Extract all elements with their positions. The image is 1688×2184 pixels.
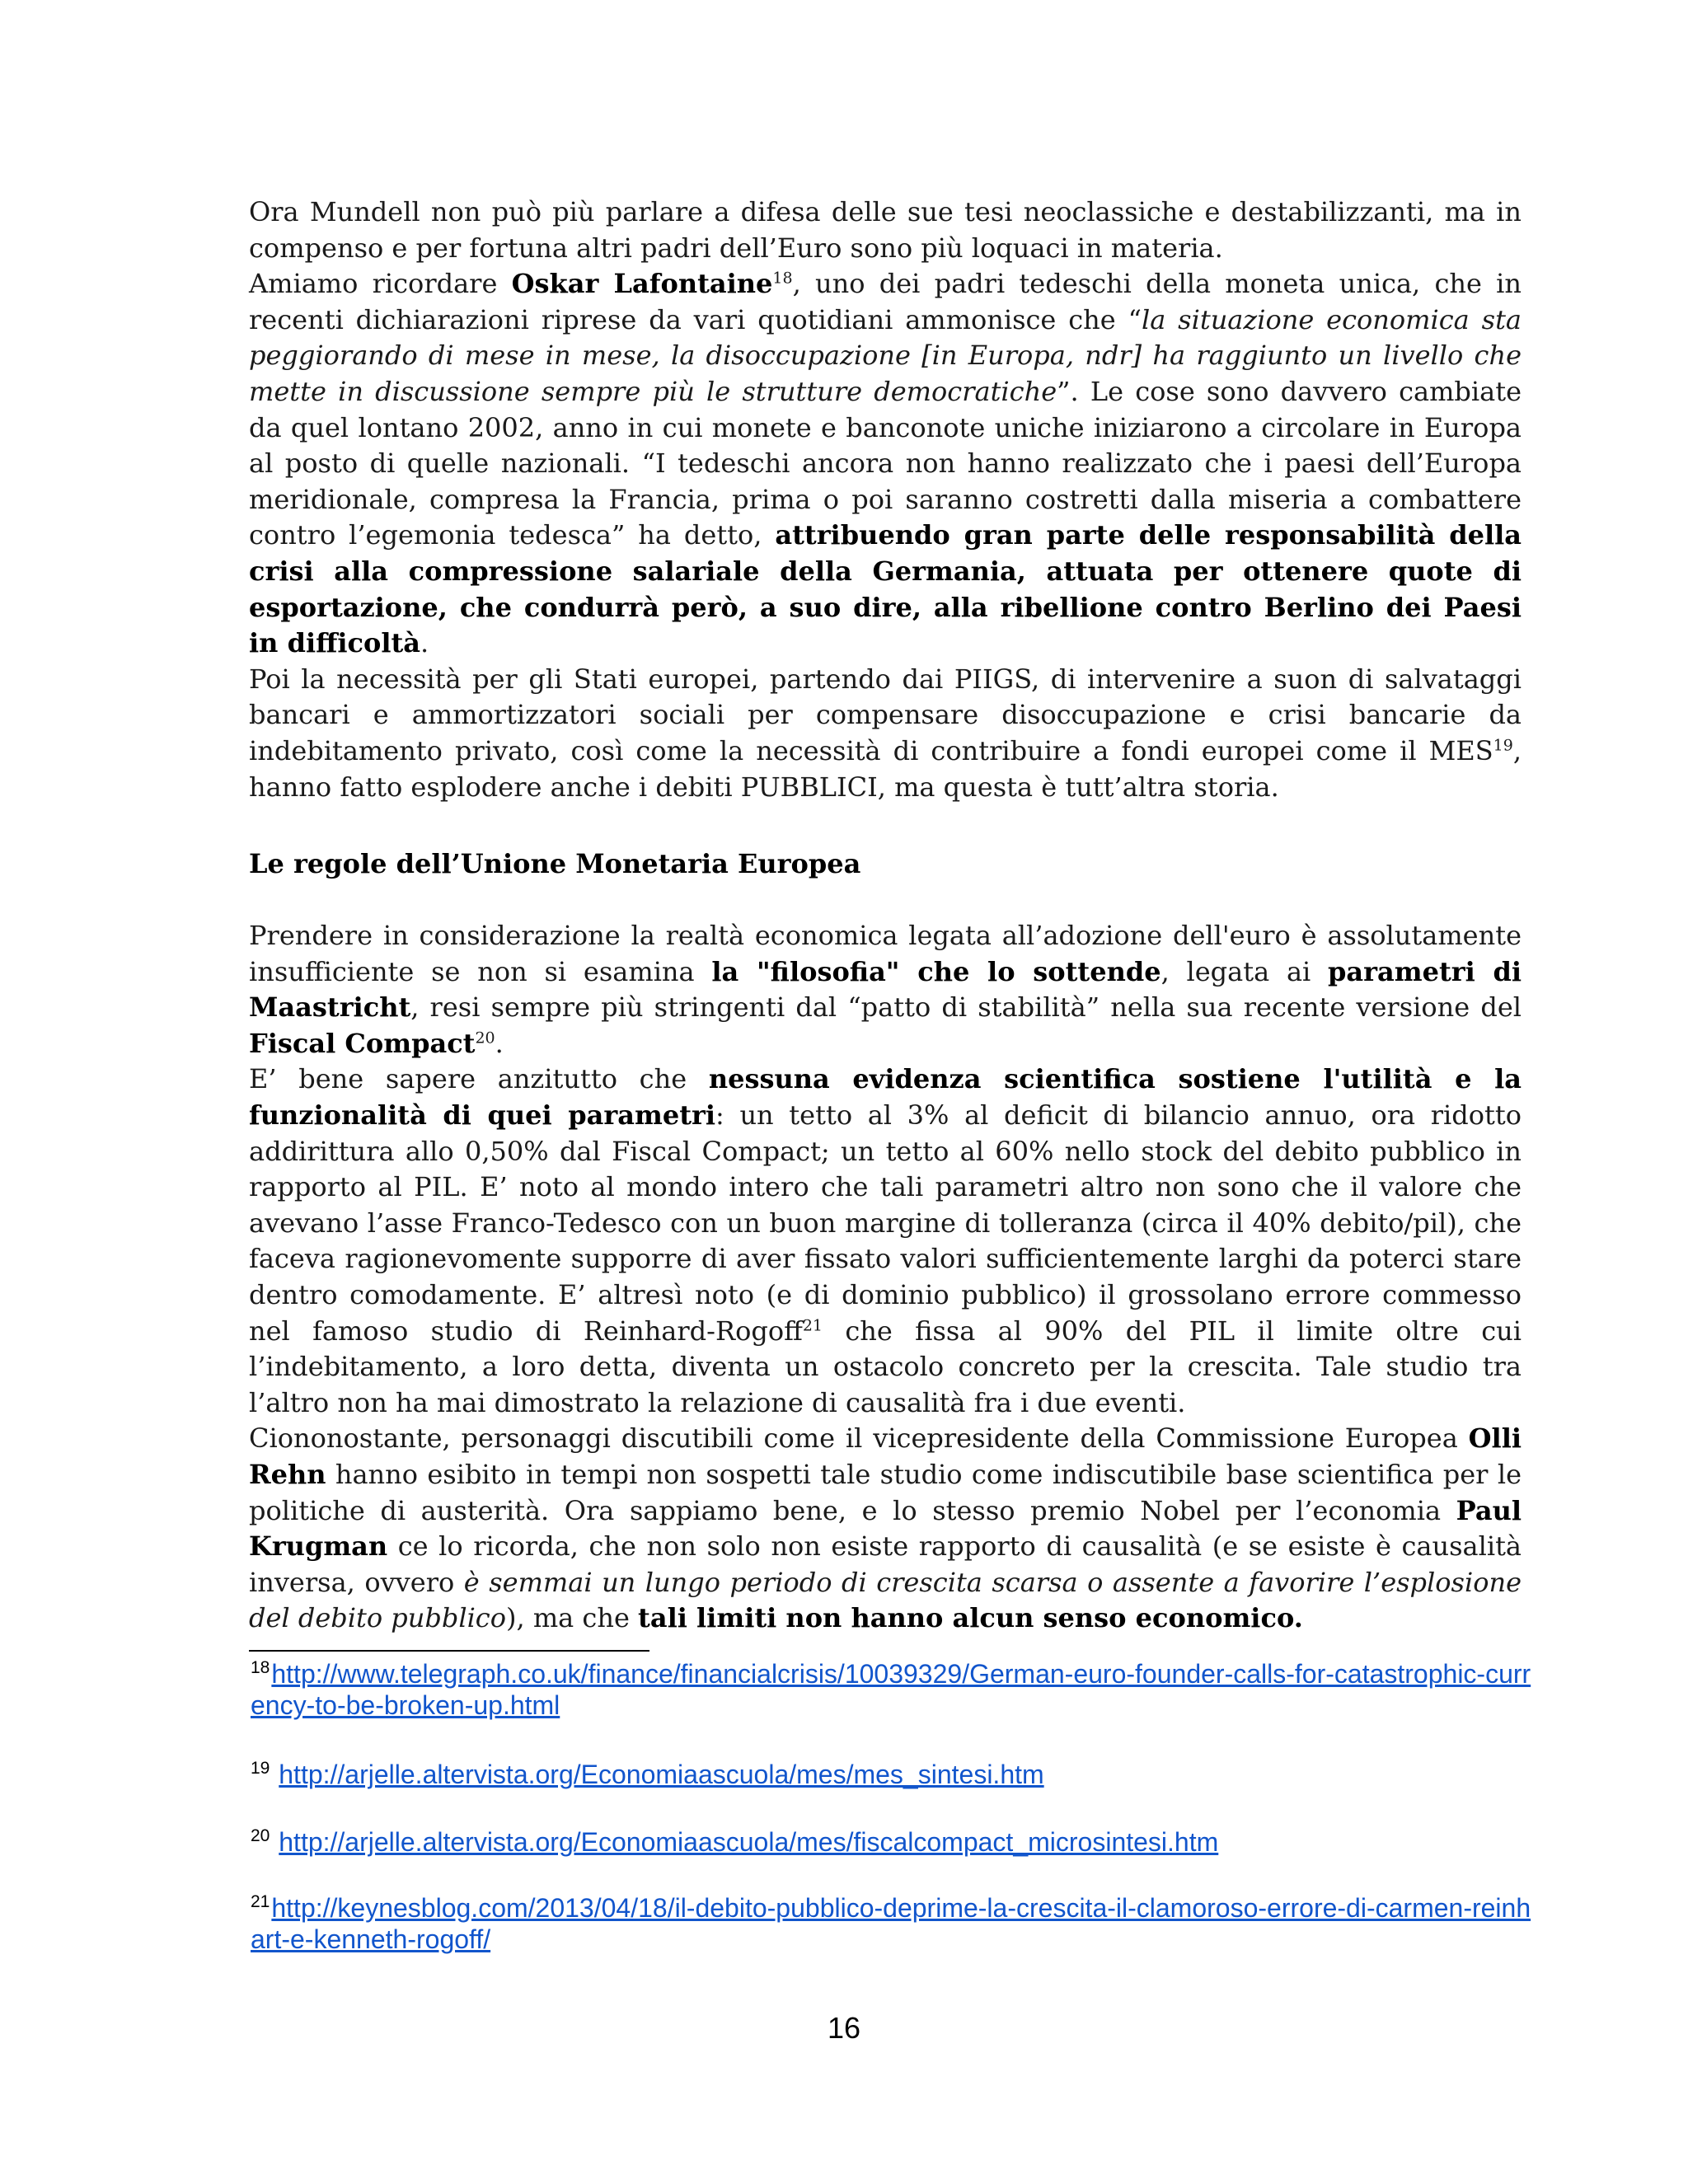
footnote-number: 21 [251, 1892, 270, 1912]
footnote-link[interactable]: http://arjelle.altervista.org/Economiaascuola/mes/fiscalcompact_microsintesi.htm [279, 1827, 1219, 1857]
paragraph [249, 1062, 1522, 1421]
page-number: 16 [827, 2011, 861, 2045]
footnote-link[interactable]: http://keynesblog.com/2013/04/18/il-debito-pubblico-deprime-la-crescita-il-clamoroso-errore-di-carmen-reinhart-e-kenneth-rogoff/ [251, 1893, 1531, 1954]
bold-text: nessuna evidenza scientifica sostiene l'utilità e la funzionalità di quei parametri [249, 1063, 1522, 1131]
text-run: : un tetto al 3% al deficit di bilancio annuo, ora ridotto addirittura allo 0,50% dal Fiscal Compact; un tetto al 60% nello stock del debito pubblico in rapporto al PIL. E’ noto al mondo intero che tali parametri altro non sono che il valore che avevano l’asse Franco-Tedesco con un buon margine di tolleranza (circa il 40% debito/pil), che faceva ragionevomente supporre di aver fissato valori sufficientemente larghi da poterci stare dentro comodamente. E’ altresì noto (e di dominio pubblico) il grossolano errore commesso nel famoso studio di Reinhard-Rogoff [249, 1099, 1522, 1347]
text-run: ), ma che [505, 1602, 639, 1634]
footnote-separator [249, 1650, 649, 1652]
paragraph [249, 1421, 1522, 1637]
text-run: E’ bene sapere anzitutto che [249, 1063, 709, 1095]
paragraph [249, 918, 1522, 1062]
footnote-number: 19 [251, 1759, 270, 1779]
italic-text: è semmai un lungo periodo di crescita scarsa o assente a favorire l’esplosione del debito pubblico [249, 1566, 1522, 1634]
text-run: Prendere in considerazione la realtà economica legata all’adozione dell'euro è assolutamente insufficiente se non si esamina [249, 920, 1522, 987]
paragraph [249, 662, 1522, 805]
bold-text: attribuendo gran parte delle responsabilità della crisi alla compressione salariale della Germania, attuata per ottenere quote di esportazione, che condurrà però, a suo dire, alla ribellione contro Berlino dei Paesi in difficoltà [249, 519, 1522, 659]
text-run: Poi la necessità per gli Stati europei, partendo dai PIIGS, di intervenire a suon di salvataggi bancari e ammortizzatori sociali per compensare disoccupazione e crisi bancarie da indebitamento privato, così come la necessità di contribuire a fondi europei come il MES [249, 663, 1522, 766]
footnote-ref: 21 [802, 1315, 823, 1334]
text-run: che fissa al 90% del PIL il limite oltre cui l’indebitamento, a loro detta, diventa un ostacolo concreto per la crescita. Tale studio tra l’altro non ha mai dimostrato la relazione di causalità fra i due eventi. [249, 1315, 1522, 1418]
text-run: ”. Le cose sono davvero cambiate da quel lontano 2002, anno in cui monete e banconote uniche iniziarono a circolare in Europa al posto di quelle nazionali. “I tedeschi ancora non hanno realizzato che i paesi dell’Europa meridionale, compresa la Francia, prima o poi saranno costretti dalla miseria a combattere contro l’egemonia tedesca” ha detto, [249, 375, 1522, 551]
footnote-number: 18 [251, 1658, 270, 1678]
body-text-bottom [249, 918, 1522, 1637]
footnote-ref: 19 [1493, 736, 1513, 755]
text-run: Ciononostante, personaggi discutibili come il vicepresidente della Commissione Europea [249, 1422, 1469, 1455]
bold-text: Oskar Lafontaine [511, 268, 773, 300]
italic-text: la situazione economica sta peggiorando di mese in mese, la disoccupazione [in Europa, ndr] ha raggiunto un livello che mette in discussione sempre più le strutture democratiche [249, 303, 1522, 407]
text-run: , uno dei padri tedeschi della moneta unica, che in recenti dichiarazioni riprese da vari quotidiani ammonisce che “ [249, 268, 1522, 335]
text-run: ce lo ricorda, che non solo non esiste rapporto di causalità (e se esiste è causalità inversa, ovvero [249, 1530, 1522, 1598]
bold-text: tali limiti non hanno alcun senso economico. [638, 1602, 1303, 1634]
text-run: , legata ai [1160, 955, 1329, 987]
section-heading: Le regole dell’Unione Monetaria Europea [249, 848, 861, 879]
text-run: , resi sempre più stringenti dal “patto di stabilità” nella sua recente versione del [410, 991, 1522, 1024]
bold-text: Fiscal Compact [249, 1027, 476, 1059]
text-run: hanno esibito in tempi non sospetti tale studio come indiscutibile base scientifica per le politiche di austerità. Ora sappiamo bene, e lo stesso premio Nobel per l’economia [249, 1458, 1522, 1526]
bold-text: la "filosofia" che lo sottende [711, 955, 1161, 987]
footnote-link[interactable]: http://arjelle.altervista.org/Economiaascuola/mes/mes_sintesi.htm [279, 1760, 1044, 1789]
footnote-18 [251, 1658, 1536, 1721]
footnote-21 [251, 1892, 1536, 1955]
footnote-ref: 18 [772, 269, 793, 288]
footnote-19 [251, 1759, 1536, 1790]
bold-text: Paul Krugman [249, 1494, 1522, 1563]
paragraph [249, 266, 1522, 662]
text-run: Ora Mundell non può più parlare a difesa delle sue tesi neoclassiche e destabilizzanti, ma in compenso e per fortuna altri padri dell’Euro sono più loquaci in materia. [249, 196, 1522, 264]
text-run: Amiamo ricordare [249, 268, 512, 300]
footnote-number: 20 [251, 1826, 270, 1846]
text-run: . [420, 627, 429, 659]
text-run: , hanno fatto esplodere anche i debiti PUBBLICI, ma questa è tutt’altra storia. [249, 734, 1522, 803]
paragraph [249, 194, 1522, 266]
footnote-ref: 20 [475, 1029, 495, 1047]
bold-text: parametri di Maastricht [249, 955, 1522, 1024]
body-text-top [249, 194, 1522, 805]
bold-text: Olli Rehn [249, 1422, 1522, 1490]
text-run: . [495, 1027, 504, 1059]
footnote-link[interactable]: http://www.telegraph.co.uk/finance/financialcrisis/10039329/German-euro-founder-calls-for-catastrophic-currency-to-be-broken-up.html [251, 1659, 1531, 1720]
footnote-20 [251, 1826, 1536, 1858]
